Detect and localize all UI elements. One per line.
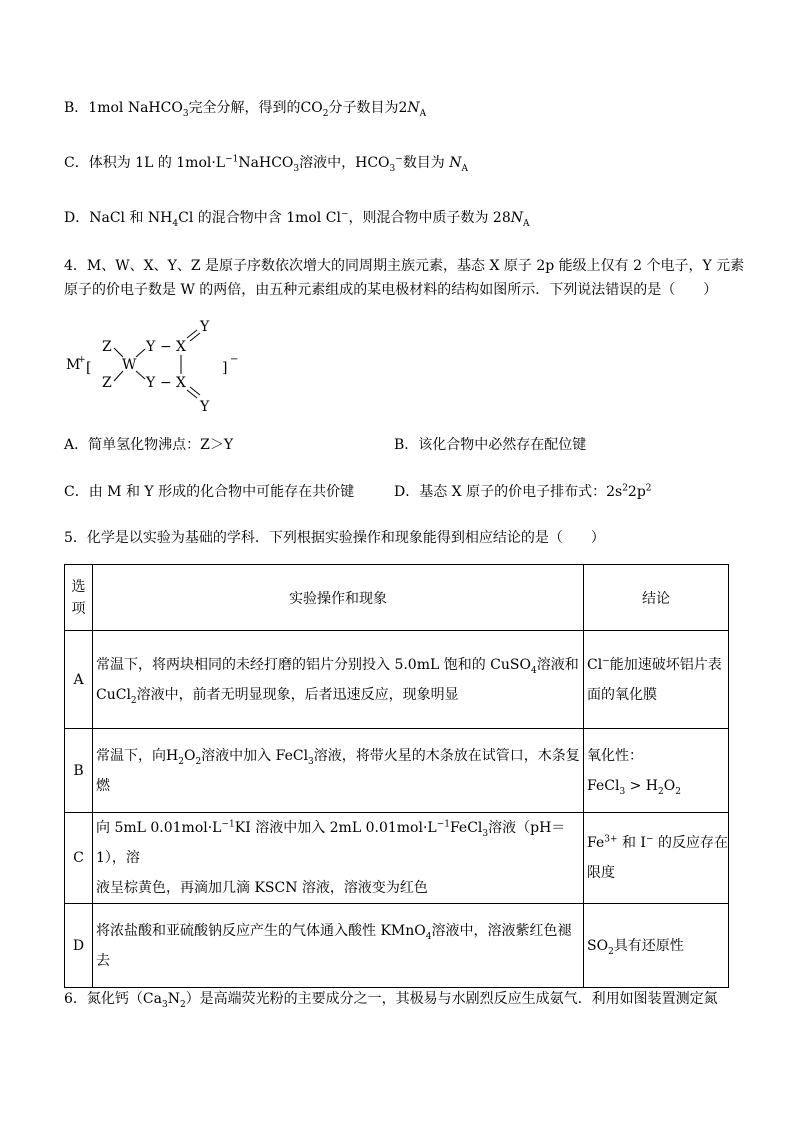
formula-y-top: Y — [146, 339, 156, 355]
formula-dash-bottom: − — [160, 375, 172, 391]
formula-left-bracket: [ — [86, 360, 92, 376]
formula-right-bracket: ] — [222, 360, 228, 376]
formula-y-double-top: Y — [200, 319, 210, 335]
row-conclusion: Cl−能加速破坏铝片表 面的氧化膜 — [584, 631, 729, 729]
q3-option-c: C．体积为 1L 的 $1mol\cdot L^{-1}NaHCO_3$溶液中，$HCO_3^-$数目为 $N_A$ — [64, 154, 469, 174]
table-header-row — [65, 565, 729, 631]
formula-w: W — [122, 357, 137, 373]
row-conclusion: 氧化性： FeCl$_3$ > $H_2O_2$ — [584, 729, 729, 813]
formula-cation: M — [66, 357, 81, 373]
header-operation: 实验操作和现象 — [93, 565, 584, 631]
table-row — [65, 729, 729, 813]
q4-option-d: D．基态 X 原子的价电子排布式：$2s^22p^2$ — [394, 483, 652, 500]
q4-option-a: A．简单氢化物沸点：Z＞Y — [64, 437, 234, 453]
q4-stem-line-2: 原子的价电子数是 W 的两倍，由五种元素组成的某电极材料的结构如图所示．下列说法错误的是（ ） — [64, 282, 718, 298]
formula-z-top: Z — [102, 339, 112, 355]
header-option: 选 项 — [65, 565, 93, 631]
q3-option-d: D．NaCl 和 $NH_4Cl$ 的混合物中含 1mol Cl−，则混合物中质子数为 $28N_A$ — [64, 209, 530, 229]
row-label: C — [65, 813, 93, 904]
q5-table — [64, 564, 729, 988]
row-conclusion: $Fe^{3+}$ 和 I− 的反应存在 限度 — [584, 813, 729, 904]
row-label: B — [65, 729, 93, 813]
row-label: D — [65, 904, 93, 988]
table-row — [65, 631, 729, 729]
row-operation: 常温下，向$H_2O_2$溶液中加入 FeCl$_3$溶液，将带火星的木条放在试管口，木条复 燃 — [93, 729, 584, 813]
formula-x-top: X — [176, 339, 186, 355]
q5-stem: 5．化学是以实验为基础的学科．下列根据实验操作和现象能得到相应结论的是（ ） — [64, 530, 605, 546]
formula-z-bottom: Z — [102, 375, 112, 391]
formula-cation-charge: + — [78, 355, 86, 365]
table-row — [65, 813, 729, 904]
table-row — [65, 904, 729, 988]
q4-option-b: B．该化合物中必然存在配位键 — [394, 437, 587, 453]
formula-anion-charge: − — [230, 354, 239, 365]
formula-y-double-bottom: Y — [200, 399, 210, 415]
row-operation: 向 5mL $0.01mol\cdot L^{-1}KI$ 溶液中加入 2mL $0.01mol\cdot L^{-1}FeCl_3$溶液（pH＝1），溶 液呈棕黄色，再滴加几滴 KSCN 溶液，溶液变为红色 — [93, 813, 584, 904]
q4-structure-formula — [60, 312, 250, 420]
row-conclusion: $SO_2$具有还原性 — [584, 904, 729, 988]
formula-y-bottom: Y — [146, 375, 156, 391]
header-conclusion: 结论 — [584, 565, 729, 631]
q3-option-b: B．1mol NaHCO$_3$完全分解，得到的$CO_2$分子数目为$2N_A$ — [64, 100, 427, 119]
formula-dash-top: − — [160, 339, 172, 355]
row-label: A — [65, 631, 93, 729]
formula-x-bottom: X — [176, 375, 186, 391]
row-operation: 将浓盐酸和亚硫酸钠反应产生的气体通入酸性 KMnO$_4$溶液中，溶液紫红色褪 去 — [93, 904, 584, 988]
q4-option-c: C．由 M 和 Y 形成的化合物中可能存在共价键 — [64, 484, 355, 500]
q6-stem: 6．氮化钙$(Ca_3N_2)$是高端荧光粉的主要成分之一，其极易与水剧烈反应生成氨气．利用如图装置测定氮 — [64, 991, 718, 1010]
q4-stem-line-1: 4．M、W、X、Y、Z 是原子序数依次增大的同周期主族元素，基态 X 原子 2p 能级上仅有 2 个电子，Y 元素 — [64, 258, 745, 274]
row-operation: 常温下，将两块相同的未经打磨的铝片分别投入 5.0mL 饱和的 CuSO$_4$溶液和 CuCl$_2$溶液中，前者无明显现象，后者迅速反应，现象明显 — [93, 631, 584, 729]
